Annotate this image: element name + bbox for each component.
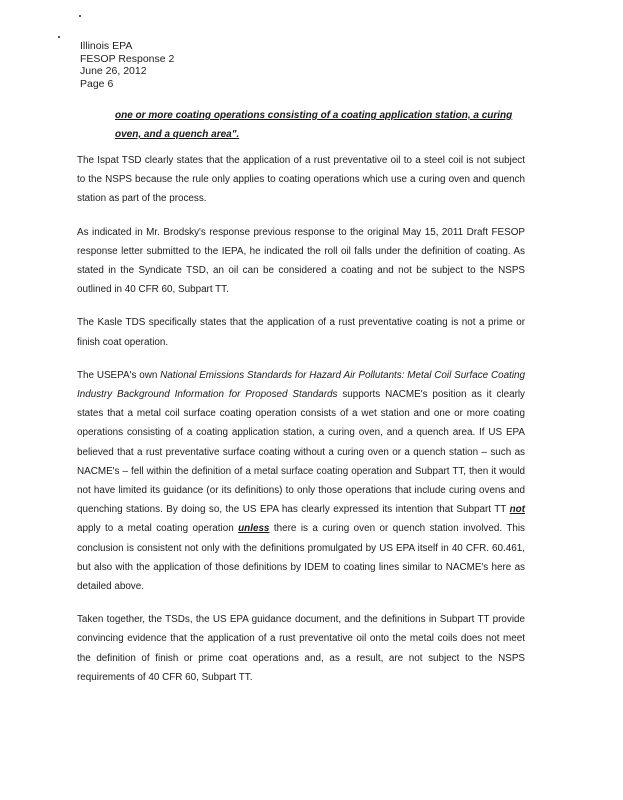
quoted-definition: one or more coating operations consisting of a coating application station, a curing oven, and a quench area". (115, 110, 513, 140)
paragraph-brodsky-response: As indicated in Mr. Brodsky's response previous response to the original May 15, 2011 Draft FESOP response letter submitted to the IEPA, he indicated the roll oil falls under the definition of coating. As stated in the Syndicate TSD, an oil can be considered a coating and not be subject to the NSPS outlined in 40 CFR 60, Subpart TT. (77, 226, 525, 296)
header-subject: FESOP Response 2 (80, 52, 175, 65)
text-span: apply to a metal coating operation (77, 523, 239, 535)
header-date: June 26, 2012 (80, 65, 147, 77)
text-span: The USEPA's own (77, 369, 161, 381)
publication-title: National Emissions Standards for Hazard Air Pollutants: Metal Coil Surface Coating Industry Background Information for Proposed Standards (77, 369, 525, 401)
paragraph-kasle-tds: The Kasle TDS specifically states that the application of a rust preventative coating is not a prime or finish coat operation. (77, 317, 525, 348)
paragraph-conclusion: Taken together, the TSDs, the US EPA guidance document, and the definitions in Subpart TT provide convincing evidence that the application of a rust preventative oil onto the metal coils does not meet the definition of finish or prime coat operations and, as a result, are not subject to the NSPS requirements of 40 CFR 60, Subpart TT. (77, 614, 525, 683)
paragraph-usepa-guidance (77, 366, 525, 596)
paragraph-ispat-tsd: The Ispat TSD clearly states that the application of a rust preventative oil to a steel coil is not subject to the NSPS because the rule only applies to coating operations which use a curing oven and quench station as part of the process. (77, 155, 525, 205)
document-body (77, 151, 525, 687)
emphasis-unless: unless (238, 523, 270, 535)
text-span: supports NACME's position as it clearly states that a metal coil surface coating operation consists of a wet station and one or more coating operations consisting of a coating application station, a curing oven, and a quench area. If US EPA believed that a rust preventative surface coating without a curing oven or a quench station – such as NACME's – fell within the definition of a metal surface coating operation and Subpart TT, then it would not have limited its guidance (or its definitions) to only those operations that include curing ovens and quenching stations. By doing so, the US EPA has clearly expressed its intention that Subpart TT (77, 389, 525, 516)
header-agency: Illinois EPA (80, 40, 133, 52)
scan-speck (58, 36, 60, 38)
header-page-number: Page 6 (80, 77, 114, 90)
text-span: there is a curing oven or quench station involved. This conclusion is consistent not only with the definitions promulgated by US EPA itself in 40 CFR. 60.461, but also with the application of those definitions by IDEM to coating lines similar to NACME's here as detailed above. (77, 523, 525, 593)
emphasis-not: not (509, 504, 525, 516)
letter-header (80, 40, 174, 90)
scan-speck (79, 15, 81, 17)
